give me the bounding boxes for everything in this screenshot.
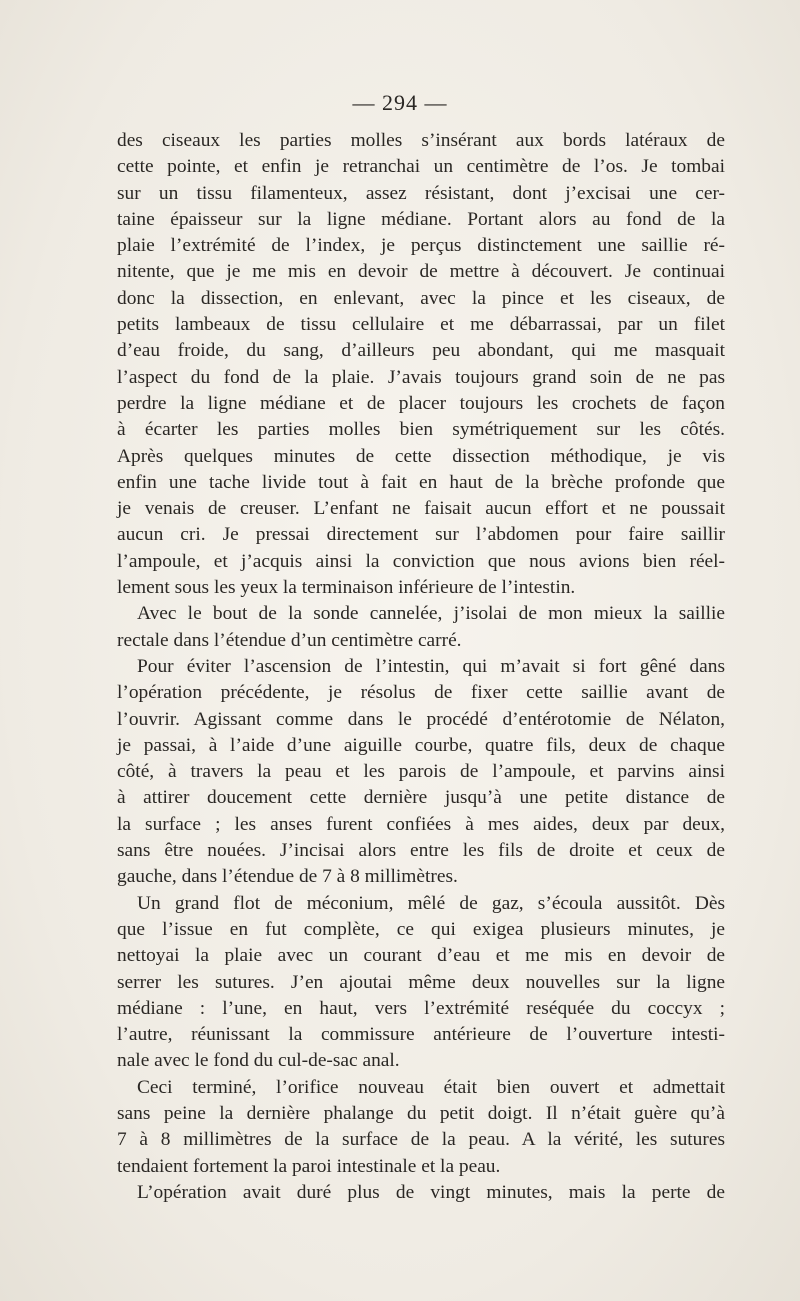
text-line: nale avec le fond du cul-de-sac anal. bbox=[117, 1050, 400, 1072]
text-line: cette pointe, et enfin je retranchai un centimètre de l’os. Je tombai bbox=[117, 156, 725, 178]
text-line: l’opération précédente, je résolus de fixer cette saillie avant de bbox=[117, 682, 725, 704]
text-line: L’opération avait duré plus de vingt minutes, mais la perte de bbox=[137, 1181, 725, 1203]
text-line: enfin une tache livide tout à fait en haut de la brèche profonde que bbox=[117, 471, 725, 493]
text-line: médiane : l’une, en haut, vers l’extrémité reséquée du coccyx ; bbox=[117, 997, 725, 1019]
text-line: je passai, à l’aide d’une aiguille courbe, quatre fils, deux de chaque bbox=[117, 734, 725, 756]
text-line: petits lambeaux de tissu cellulaire et me débarrassai, par un filet bbox=[117, 314, 725, 336]
text-line: sur un tissu filamenteux, assez résistant, dont j’excisai une cer- bbox=[117, 182, 725, 204]
text-line: des ciseaux les parties molles s’insérant aux bords latéraux de bbox=[117, 130, 725, 151]
text-line: taine épaisseur sur la ligne médiane. Portant alors au fond de la bbox=[117, 208, 725, 230]
text-line: l’autre, réunissant la commissure antérieure de l’ouverture intesti- bbox=[117, 1024, 725, 1046]
text-line: nettoyai la plaie avec un courant d’eau et me mis en devoir de bbox=[117, 945, 725, 967]
page-number: — 294 — bbox=[352, 90, 448, 115]
text-line: perdre la ligne médiane et de placer toujours les crochets de façon bbox=[117, 392, 725, 414]
text-line: Après quelques minutes de cette dissection méthodique, je vis bbox=[117, 445, 725, 467]
text-line: rectale dans l’étendue d’un centimètre carré. bbox=[117, 629, 462, 651]
text-line: 7 à 8 millimètres de la surface de la peau. A la vérité, les sutures bbox=[117, 1129, 725, 1151]
text-line: l’ouvrir. Agissant comme dans le procédé d’entérotomie de Nélaton, bbox=[117, 708, 725, 730]
text-line: gauche, dans l’étendue de 7 à 8 millimètres. bbox=[117, 866, 458, 888]
text-line: l’ampoule, et j’acquis ainsi la conviction que nous avions bien réel- bbox=[117, 550, 725, 572]
text-line: donc la dissection, en enlevant, avec la pince et les ciseaux, de bbox=[117, 287, 725, 309]
text-line: serrer les sutures. J’en ajoutai même deux nouvelles sur la ligne bbox=[117, 971, 725, 993]
text-line: je venais de creuser. L’enfant ne faisait aucun effort et ne poussait bbox=[117, 498, 725, 520]
text-line: d’eau froide, du sang, d’ailleurs peu abondant, qui me masquait bbox=[117, 340, 725, 362]
text-line: lement sous les yeux la terminaison inférieure de l’intestin. bbox=[117, 577, 576, 599]
text-line: la surface ; les anses furent confiées à mes aides, deux par deux, bbox=[117, 813, 725, 835]
text-line: côté, à travers la peau et les parois de l’ampoule, et parvins ainsi bbox=[117, 761, 725, 783]
text-line: aucun cri. Je pressai directement sur l’abdomen pour faire saillir bbox=[117, 524, 725, 546]
text-line: Ceci terminé, l’orifice nouveau était bien ouvert et admettait bbox=[137, 1076, 725, 1098]
text-line: Un grand flot de méconium, mêlé de gaz, s’écoula aussitôt. Dès bbox=[137, 892, 725, 914]
text-line: nitente, que je me mis en devoir de mettre à découvert. Je continuai bbox=[117, 261, 725, 283]
text-line: l’aspect du fond de la plaie. J’avais toujours grand soin de ne pas bbox=[117, 366, 725, 388]
text-line: tendaient fortement la paroi intestinale et la peau. bbox=[117, 1155, 501, 1177]
text-line: que l’issue en fut complète, ce qui exigea plusieurs minutes, je bbox=[117, 918, 725, 940]
text-line: Pour éviter l’ascension de l’intestin, qui m’avait si fort gêné dans bbox=[137, 655, 725, 677]
text-line: sans peine la dernière phalange du petit doigt. Il n’était guère qu’à bbox=[117, 1102, 725, 1124]
text-line: Avec le bout de la sonde cannelée, j’isolai de mon mieux la saillie bbox=[137, 603, 725, 625]
body-text bbox=[117, 128, 725, 1206]
text-line: plaie l’extrémité de l’index, je perçus distinctement une saillie ré- bbox=[117, 235, 725, 257]
text-line: à attirer doucement cette dernière jusqu’à une petite distance de bbox=[117, 787, 725, 809]
text-line: sans être nouées. J’incisai alors entre les fils de droite et ceux de bbox=[117, 840, 725, 862]
text-line: à écarter les parties molles bien symétriquement sur les côtés. bbox=[117, 419, 725, 441]
